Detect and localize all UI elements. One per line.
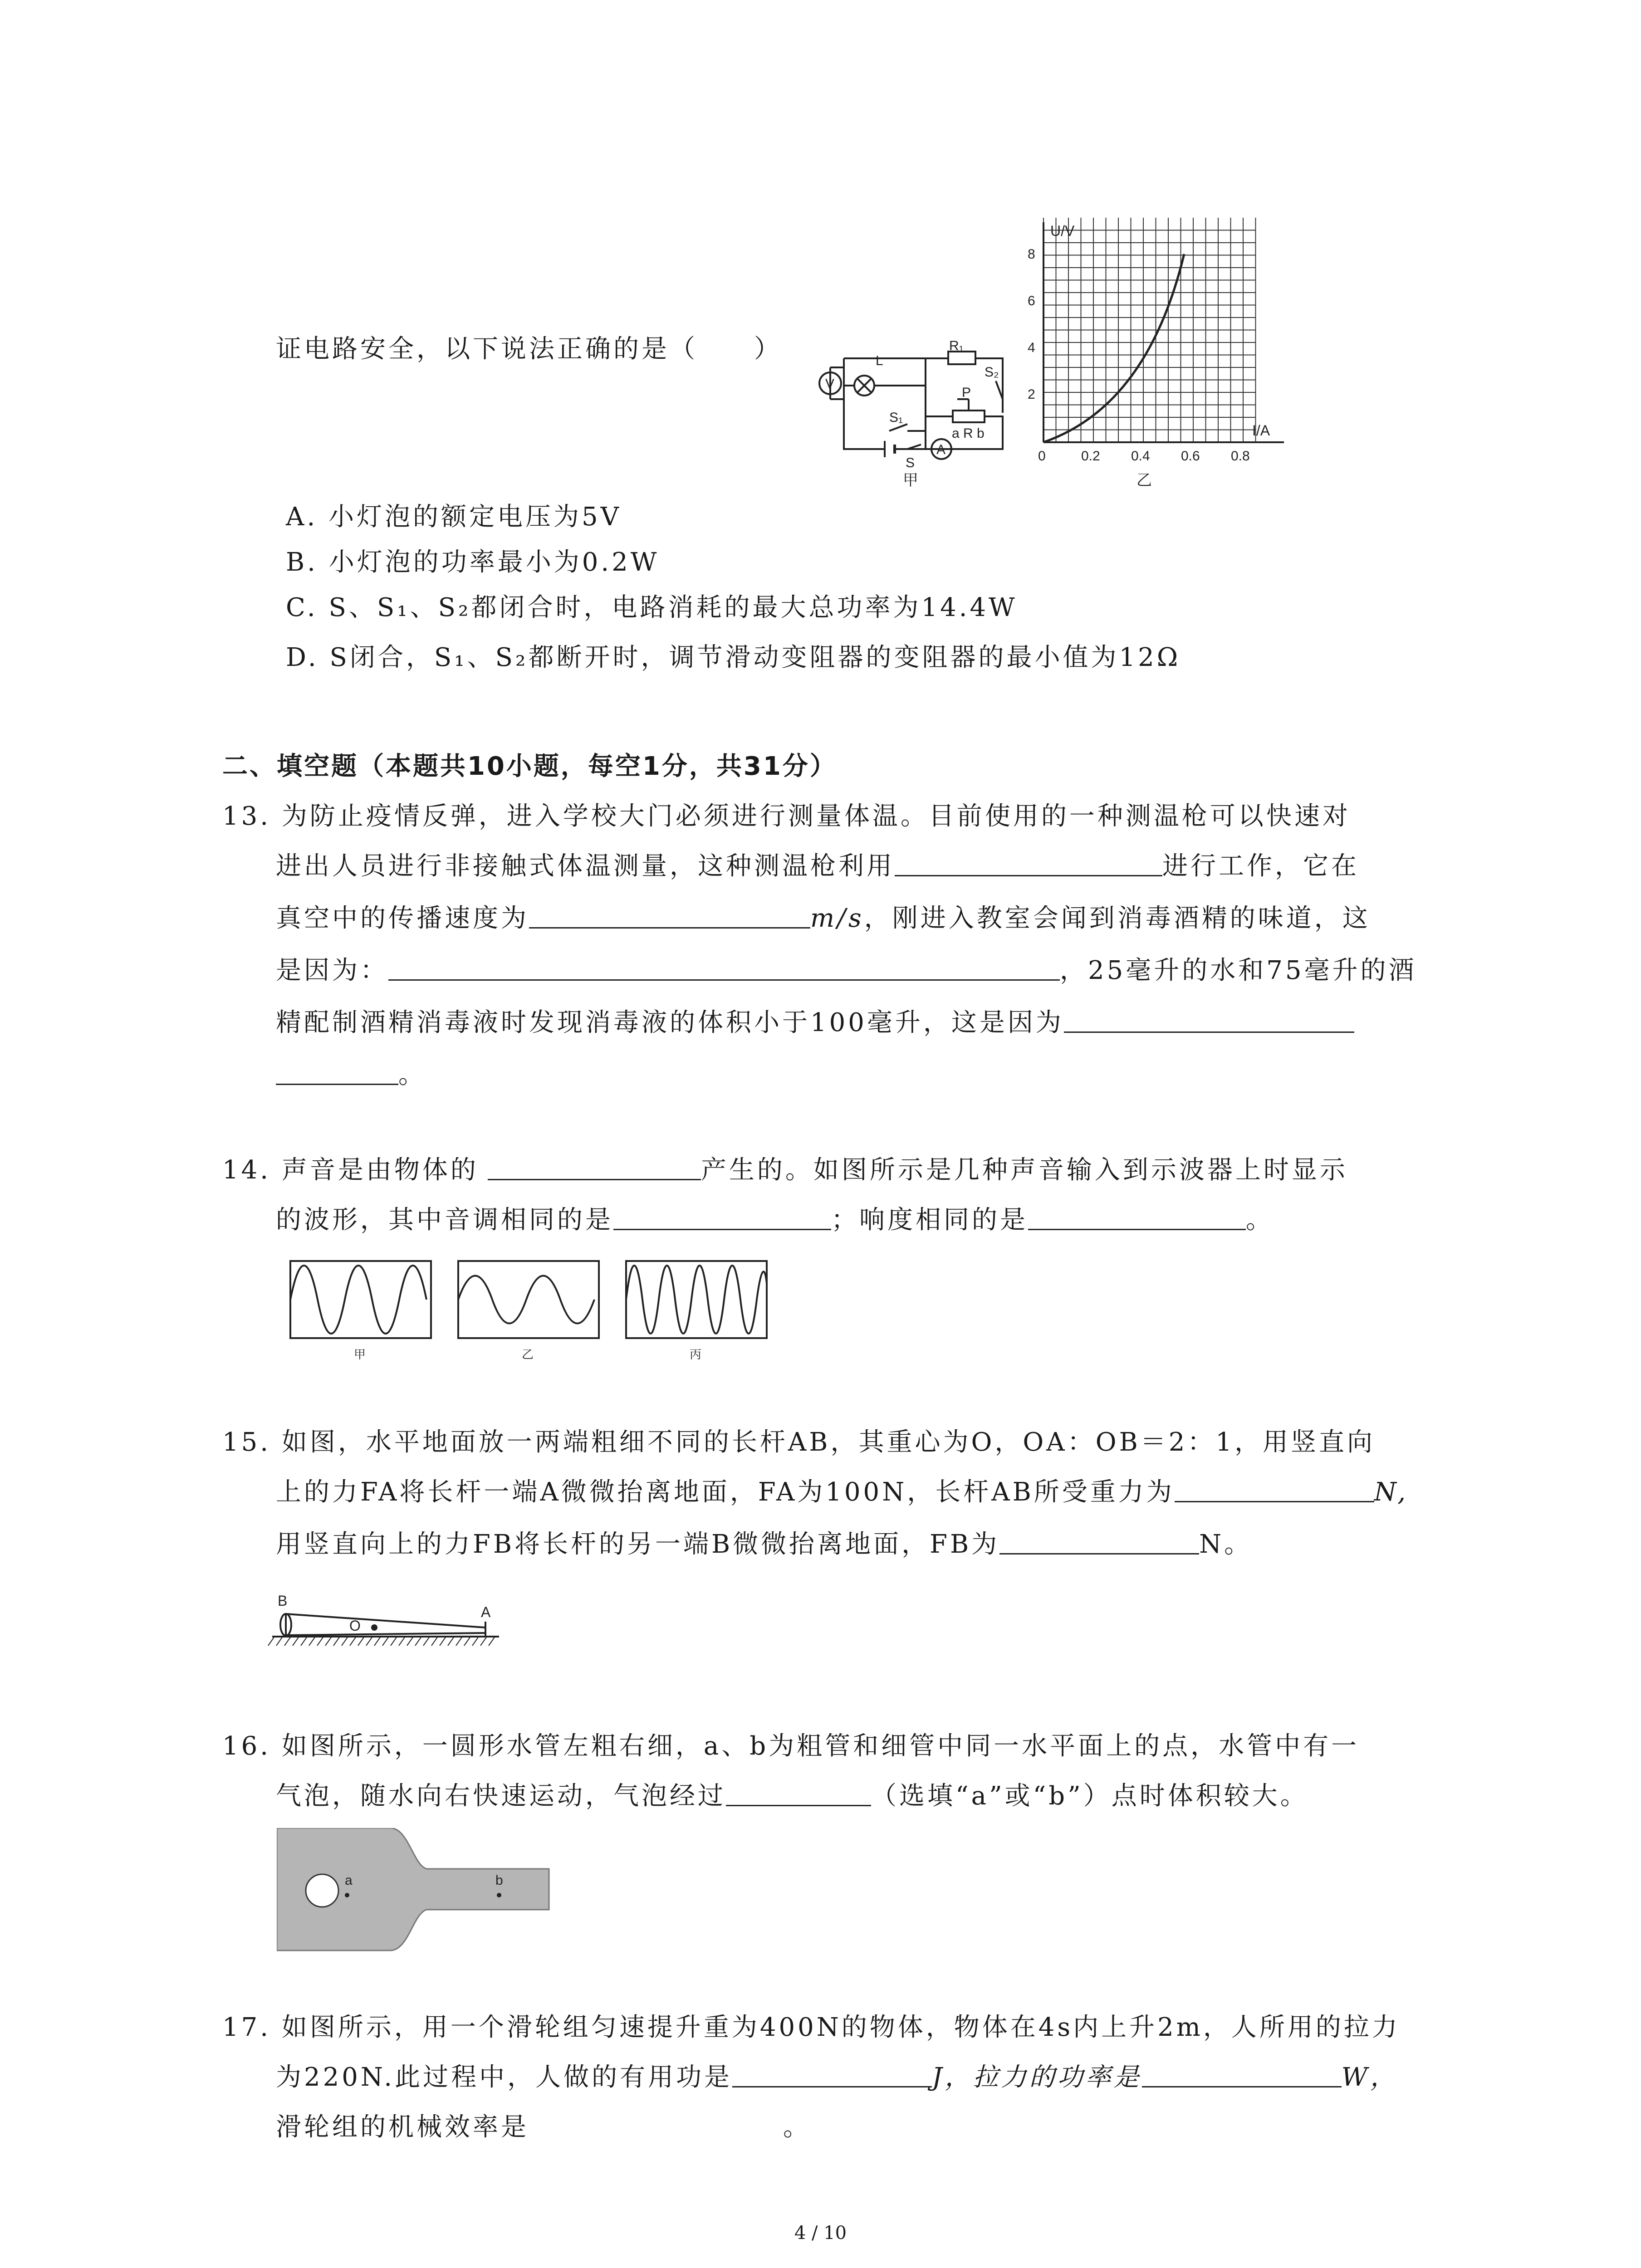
circuit-diagram [817,308,1007,490]
q13-blank2[interactable] [529,901,810,929]
label-arb: a R b [952,426,985,441]
wave-bing [626,1266,767,1334]
section-title: 二、填空题（本题共10小题，每空1分，共31分） [222,752,837,781]
lever-label-a: A [481,1604,491,1620]
q15-blank2[interactable] [999,1527,1199,1554]
graph-caption: 乙 [1136,472,1152,489]
q13-blank1[interactable] [895,849,1162,876]
option-b: B. 小灯泡的功率最小为0.2W [286,547,660,577]
lever-label-b: B [278,1593,288,1609]
q13-line2: 进出人员进行非接触式体温测量，这种测温枪利用 进行工作，它在 [276,848,1359,885]
q13-line4: 是因为： ，25毫升的水和75毫升的酒 [276,953,1417,989]
waveform-figure [281,1256,789,1374]
q13-line6: 。 [276,1057,426,1093]
graph-xlabel: I/A [1252,422,1270,439]
label-s2: S₂ [985,365,999,380]
label-s1: S₁ [889,410,903,425]
caption-jia: 甲 [354,1348,366,1362]
q14-line1: 14. 声音是由物体的 产生的。如图所示是几种声音输入到示波器上时显示 [222,1152,1348,1188]
xtick-02: 0.2 [1081,449,1100,464]
option-c: C. S、S₁、S₂都闭合时，电路消耗的最大总功率为14.4W [286,593,1018,622]
q13-line1: 13. 为防止疫情反弹，进入学校大门必须进行测量体温。目前使用的一种测温枪可以快速对 [222,802,1351,831]
caption-yi: 乙 [522,1348,534,1362]
label-a: A [936,442,946,457]
xtick-0: 0 [1038,449,1046,464]
q17-blank1[interactable] [732,2060,932,2087]
lever-label-o: O [349,1618,361,1634]
q16-line1: 16. 如图所示，一圆形水管左粗右细，a、b为粗管和细管中同一水平面上的点，水管中有一 [222,1731,1360,1761]
q14-blank3[interactable] [1028,1202,1246,1230]
label-s: S [906,455,915,470]
q15-line1: 15. 如图，水平地面放一两端粗细不同的长杆AB，其重心为O，OA：OB＝2：1，用竖直向 [222,1427,1376,1457]
ytick-8: 8 [1028,247,1035,262]
caption-bing: 丙 [690,1348,702,1362]
ytick-2: 2 [1028,387,1035,402]
page-number: 4 / 10 [794,2223,847,2244]
q13-line3: 真空中的传播速度为 m/s，刚进入教室会闻到消毒酒精的味道，这 [276,900,1371,937]
circuit-caption: 甲 [903,472,918,489]
graph-ylabel: U/V [1050,223,1075,239]
u-i-curve [1043,254,1184,442]
q14-line2: 的波形，其中音调相同的是 ；响度相同的是 。 [276,1202,1274,1238]
q13-blank4[interactable] [1064,1005,1354,1033]
pipe-label-b: b [495,1873,503,1888]
q17-line3: 滑轮组的机械效率是 。 [276,2112,811,2142]
q13-blank4-cont[interactable] [276,1057,398,1085]
option-a: A. 小灯泡的额定电压为5V [286,502,622,532]
pipe-figure [277,1828,558,1955]
lever-figure [268,1579,504,1656]
label-p: P [962,385,971,400]
q17-line2: 为220N.此过程中，人做的有用功是 J，拉力的功率是 W， [276,2059,1398,2096]
wave-jia [290,1266,426,1334]
label-l: L [876,353,883,368]
q13-blank3[interactable] [388,953,1060,981]
q16-line2: 气泡，随水向右快速运动，气泡经过 （选填“a”或“b”）点时体积较大。 [276,1778,1308,1814]
option-d: D. S闭合，S₁、S₂都断开时，调节滑动变阻器的变阻器的最小值为12Ω [286,643,1181,672]
q16-blank[interactable] [726,1779,871,1806]
q14-blank2[interactable] [613,1202,831,1230]
q14-blank1[interactable] [488,1153,701,1180]
wave-yi [458,1276,594,1324]
q15-line2: 上的力FA将长杆一端A微微抬离地面，FA为100N，长杆AB所受重力为 N, [276,1474,1408,1510]
pipe-label-a: a [345,1873,353,1888]
xtick-04: 0.4 [1131,449,1150,464]
label-v: V [825,376,835,391]
ytick-6: 6 [1028,293,1035,308]
q17-blank2[interactable] [1142,2060,1342,2087]
q17-line1: 17. 如图所示，用一个滑轮组匀速提升重为400N的物体，物体在4s内上升2m，人所用的拉力 [222,2013,1400,2042]
ytick-4: 4 [1028,340,1035,355]
u-i-graph [1016,213,1288,503]
q13-line5: 精配制酒精消毒液时发现消毒液的体积小于100毫升，这是因为 [276,1005,1354,1041]
q15-blank1[interactable] [1175,1475,1374,1502]
q12-stem-tail: 证电路安全，以下说法正确的是（ ） [276,334,782,364]
q15-line3: 用竖直向上的力FB将长杆的另一端B微微抬离地面，FB为 N。 [276,1526,1252,1563]
bubble [306,1874,338,1907]
label-r1: R₁ [949,338,964,353]
xtick-06: 0.6 [1181,449,1200,464]
xtick-08: 0.8 [1231,449,1250,464]
